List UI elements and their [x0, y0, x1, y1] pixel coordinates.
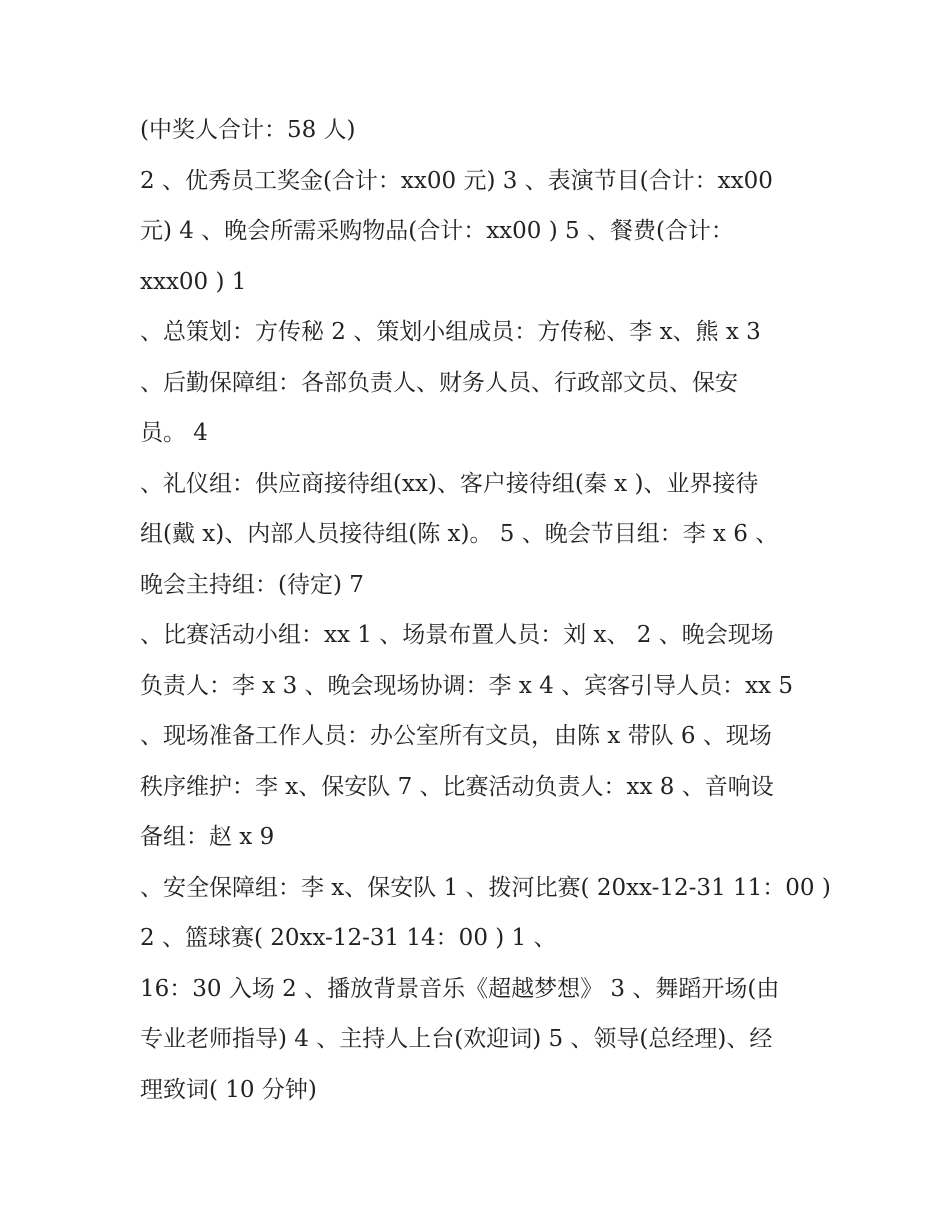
text-line: 员。 4	[140, 420, 208, 446]
text-line: 负责人：李 x 3 、晚会现场协调：李 x 4 、宾客引导人员：xx 5	[140, 672, 793, 699]
text-line: 备组：赵 x 9	[140, 824, 275, 850]
text-line: 、后勤保障组：各部负责人、财务人员、行政部文员、保安	[140, 369, 738, 396]
text-line: xxx00 ) 1	[140, 268, 247, 295]
text-line: 、总策划：方传秘 2 、策划小组成员：方传秘、李 x、熊 x 3	[140, 319, 761, 345]
text-line: 、比赛活动小组：xx 1 、场景布置人员：刘 x、 2 、晚会现场	[140, 622, 774, 648]
document-body	[140, 105, 831, 1115]
text-line: 2 、优秀员工奖金(合计：xx00 元) 3 、表演节目(合计：xx00	[140, 167, 773, 194]
text-line: 元) 4 、晚会所需采购物品(合计：xx00 ) 5 、餐费(合计：	[140, 218, 734, 244]
text-line: 专业老师指导) 4 、主持人上台(欢迎词) 5 、领导(总经理)、经	[140, 1026, 773, 1052]
text-line: 16：30 入场 2 、播放背景音乐《超越梦想》 3 、舞蹈开场(由	[140, 975, 780, 1002]
text-line: 晚会主持组：(待定) 7	[140, 571, 364, 598]
text-line: 2 、篮球赛( 20xx-12-31 14：00 ) 1 、	[140, 925, 557, 951]
text-line: (中奖人合计：58 人)	[140, 117, 356, 143]
text-line: 、安全保障组：李 x、保安队 1 、拨河比赛( 20xx-12-31 11：00 )	[140, 874, 831, 901]
text-line: 、礼仪组：供应商接待组(xx)、客户接待组(秦 x )、业界接待	[140, 470, 759, 497]
text-line: 理致词( 10 分钟)	[140, 1076, 317, 1103]
text-line: 组(戴 x)、内部人员接待组(陈 x)。 5 、晚会节目组：李 x 6 、	[140, 521, 779, 547]
text-line: 秩序维护：李 x、保安队 7 、比赛活动负责人：xx 8 、音响设	[140, 773, 774, 800]
text-line: 、现场准备工作人员：办公室所有文员，由陈 x 带队 6 、现场	[140, 723, 772, 749]
